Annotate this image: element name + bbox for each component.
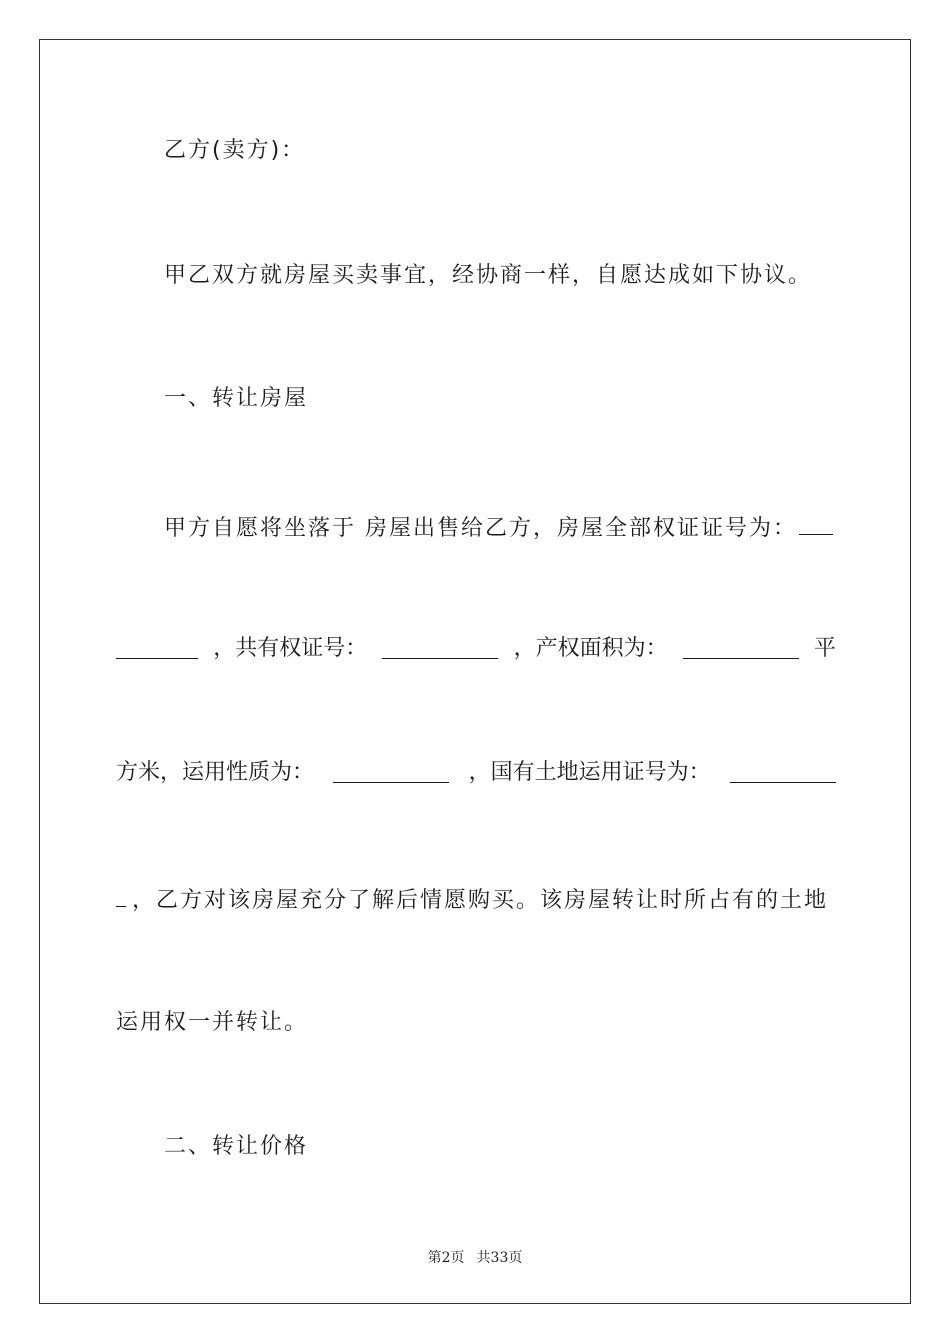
page-total: 共33页 (476, 1250, 523, 1266)
page-footer (0, 1247, 950, 1267)
paragraph-line-5: 运用权一并转让。 (116, 1010, 309, 1035)
land-certificate-label: ，国有土地运用证号为： (468, 760, 711, 785)
paragraph-line-2 (116, 634, 836, 664)
area-blank[interactable] (683, 634, 799, 659)
paragraph-line-3 (116, 758, 836, 788)
paragraph-line-1-text: 甲方自愿将坐落于 房屋出售给乙方，房屋全部权证证号为： (164, 516, 797, 541)
area-label: ，产权面积为： (513, 636, 668, 661)
certificate-number-blank-end[interactable] (116, 634, 198, 659)
paragraph-line-4 (116, 882, 836, 916)
land-certificate-blank-end[interactable] (116, 882, 126, 907)
paragraph-line-4-text: ，乙方对该房屋充分了解后情愿购买。该房屋转让时所占有的土地 (132, 888, 829, 913)
page-number: 第2页 (427, 1250, 465, 1266)
paragraph-line-1 (164, 510, 836, 544)
land-certificate-blank-start[interactable] (730, 758, 836, 783)
section-2-title: 二、转让价格 (164, 1134, 309, 1159)
section-1-title: 一、转让房屋 (164, 386, 309, 411)
party-b-label: 乙方(卖方)： (164, 138, 306, 163)
page-border (39, 39, 911, 1304)
area-unit-start: 平 (813, 636, 836, 661)
co-ownership-label: ，共有权证号： (213, 636, 368, 661)
certificate-number-blank-start[interactable] (799, 510, 833, 535)
co-ownership-number-blank[interactable] (382, 634, 498, 659)
intro-paragraph: 甲乙双方就房屋买卖事宜，经协商一样，自愿达成如下协议。 (164, 263, 813, 288)
usage-label: 方米，运用性质为： (116, 760, 315, 785)
usage-blank[interactable] (333, 758, 449, 783)
